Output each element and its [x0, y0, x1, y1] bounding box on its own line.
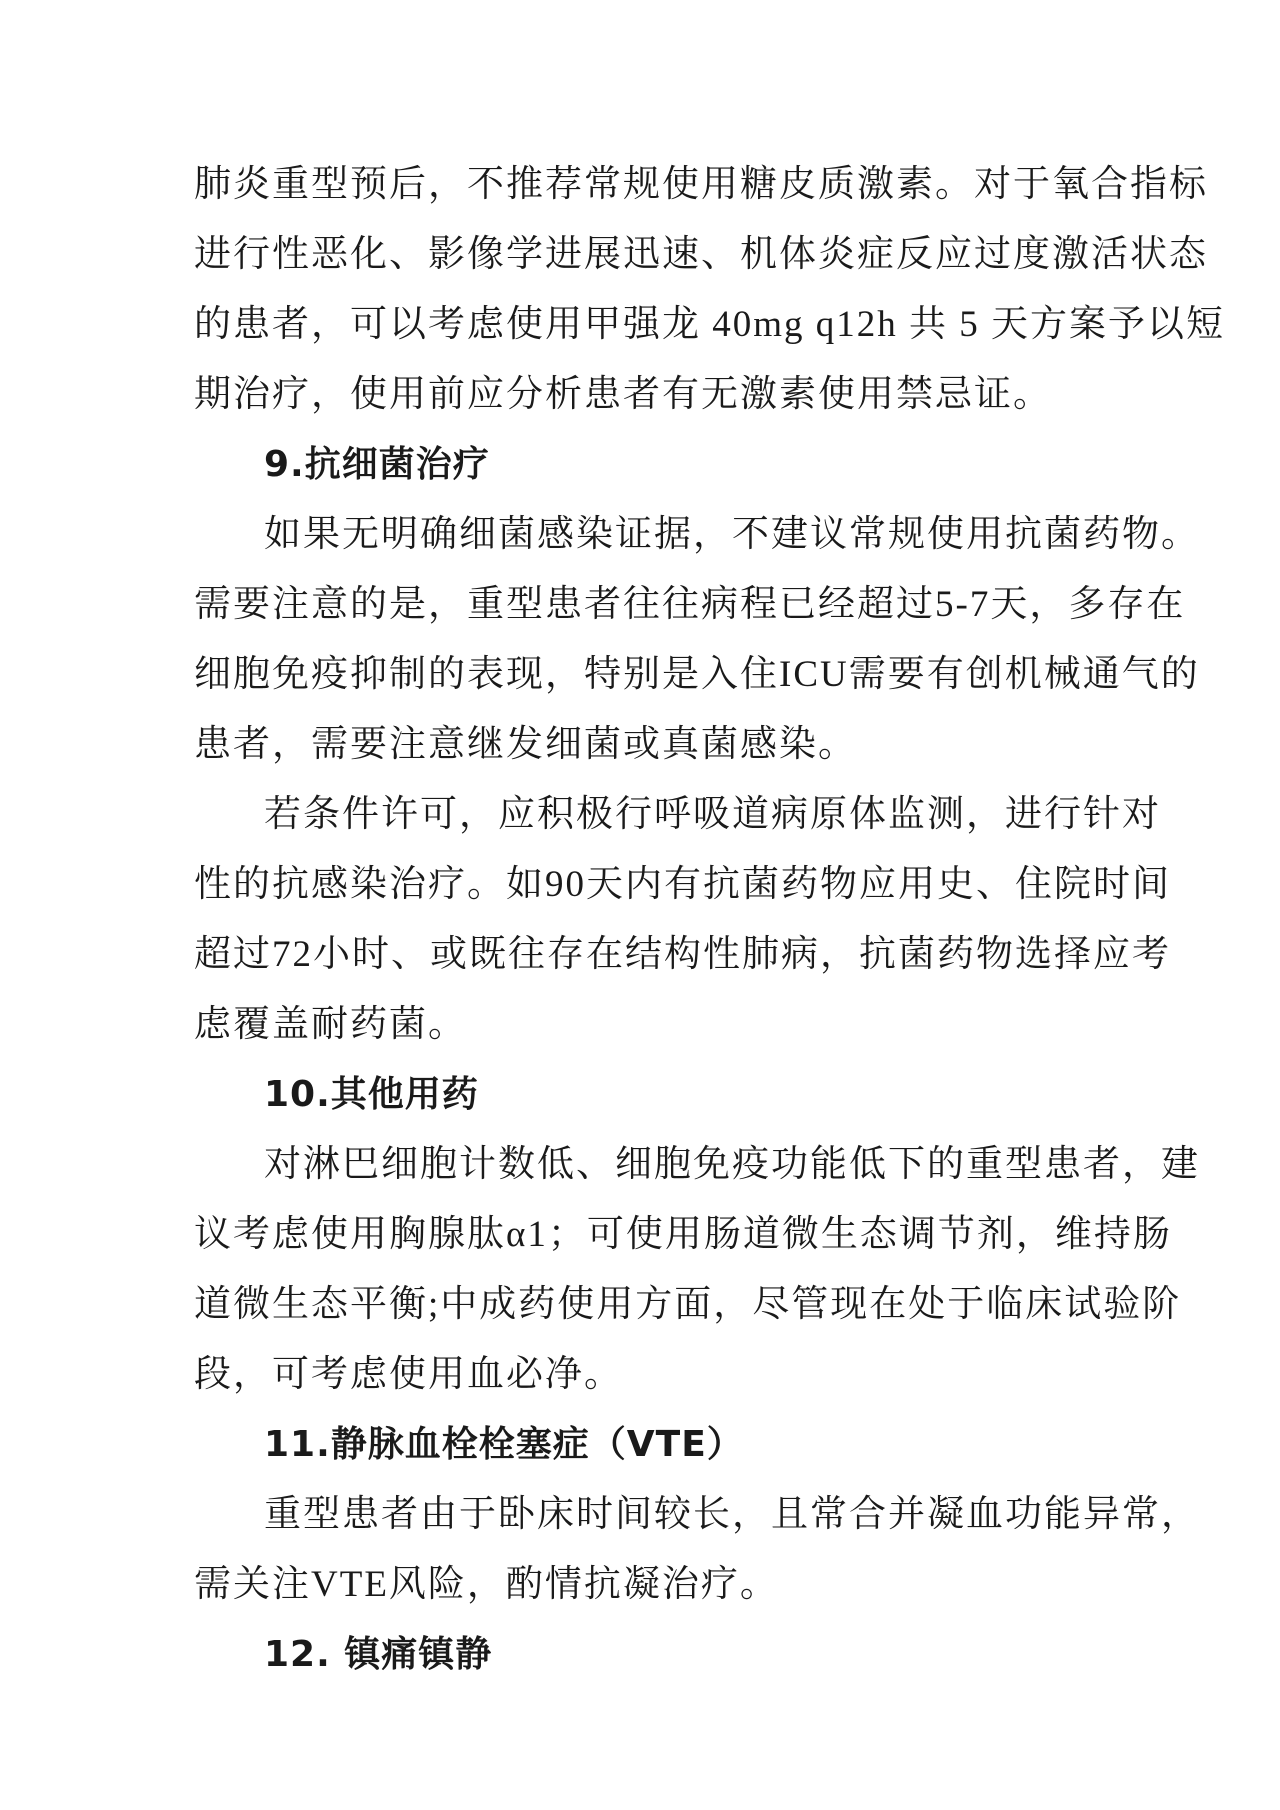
- body-line: 细胞免疫抑制的表现，特别是入住ICU需要有创机械通气的: [194, 654, 1200, 695]
- section-heading-12: 12. 镇痛镇静: [264, 1634, 493, 1675]
- section-heading-9: 9.抗细菌治疗: [264, 444, 490, 485]
- document-page: [194, 150, 1226, 1690]
- body-line: 若条件许可，应积极行呼吸道病原体监测，进行针对: [264, 794, 1161, 835]
- body-line: 期治疗，使用前应分析患者有无激素使用禁忌证。: [194, 374, 1052, 415]
- body-line: 议考虑使用胸腺肽α1；可使用肠道微生态调节剂，维持肠: [194, 1214, 1172, 1255]
- section-heading-11: 11.静脉血栓栓塞症（VTE）: [264, 1424, 744, 1465]
- body-line: 肺炎重型预后，不推荐常规使用糖皮质激素。对于氧合指标: [194, 164, 1208, 205]
- body-line: 需要注意的是，重型患者往往病程已经超过5-7天，多存在: [194, 584, 1186, 625]
- body-line: 如果无明确细菌感染证据，不建议常规使用抗菌药物。: [264, 514, 1200, 555]
- body-line: 超过72小时、或既往存在结构性肺病，抗菌药物选择应考: [194, 934, 1171, 975]
- body-line: 道微生态平衡;中成药使用方面，尽管现在处于临床试验阶: [194, 1284, 1182, 1325]
- section-heading-10: 10.其他用药: [264, 1074, 479, 1115]
- body-line: 患者，需要注意继发细菌或真菌感染。: [194, 724, 857, 765]
- body-line: 性的抗感染治疗。如90天内有抗菌药物应用史、住院时间: [194, 864, 1171, 905]
- body-line: 虑覆盖耐药菌。: [194, 1004, 467, 1045]
- body-line: 需关注VTE风险，酌情抗凝治疗。: [194, 1564, 779, 1605]
- body-line: 段，可考虑使用血必净。: [194, 1354, 623, 1395]
- body-line: 进行性恶化、影像学进展迅速、机体炎症反应过度激活状态: [194, 234, 1208, 275]
- body-line: 重型患者由于卧床时间较长，且常合并凝血功能异常，: [264, 1494, 1200, 1535]
- body-line: 对淋巴细胞计数低、细胞免疫功能低下的重型患者，建: [264, 1144, 1200, 1185]
- body-line: 的患者，可以考虑使用甲强龙 40mg q12h 共 5 天方案予以短: [194, 304, 1226, 345]
